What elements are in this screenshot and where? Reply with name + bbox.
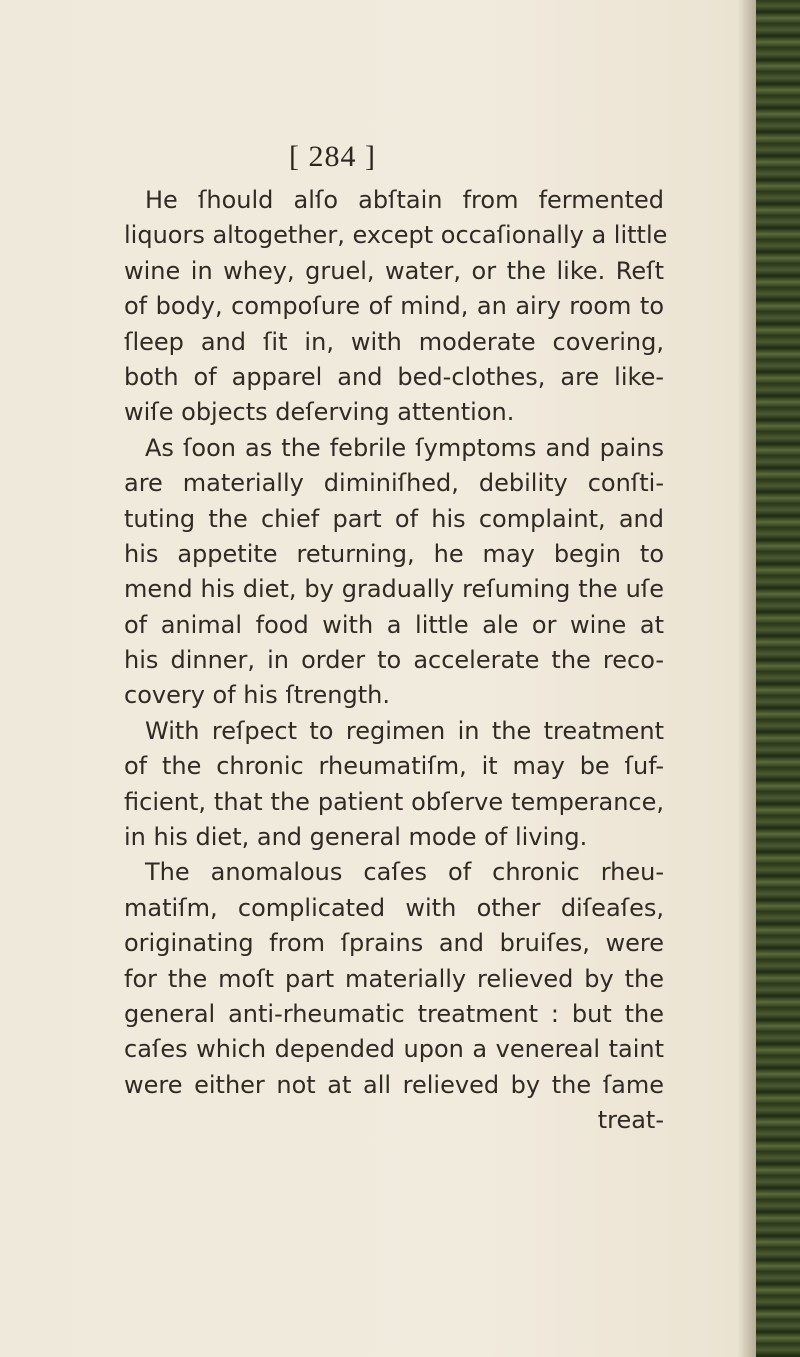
text-line: covery of his ſtrength. — [124, 681, 390, 710]
text-line: treat- — [597, 1106, 664, 1135]
text-line: caſes which depended upon a venereal taint — [124, 1035, 664, 1064]
text-line: his dinner, in order to accelerate the reco- — [124, 646, 664, 675]
text-line: originating from ſprains and bruiſes, were — [124, 929, 664, 958]
text-line: of body, compoſure of mind, an airy room to — [124, 292, 664, 321]
text-line: wine in whey, gruel, water, or the like. Reſt — [124, 256, 664, 285]
text-line: both of apparel and bed-clothes, are like- — [124, 362, 664, 391]
text-line: general anti-rheumatic treatment : but the — [124, 999, 664, 1028]
book-binding-edge — [756, 0, 800, 1357]
text-line: his appetite returning, he may begin to — [124, 539, 664, 568]
text-line: ſleep and ſit in, with moderate covering, — [124, 327, 664, 356]
text-line: of the chronic rheumatiſm, it may be ſuf- — [124, 752, 664, 781]
text-line: matiſm, complicated with other diſeaſes, — [124, 893, 664, 922]
text-line: mend his diet, by gradually reſuming the uſe — [124, 575, 664, 604]
text-line: are materially diminiſhed, debility conſti- — [124, 469, 664, 498]
text-line: tuting the chief part of his complaint, and — [124, 504, 664, 533]
text-line: for the moſt part materially relieved by the — [124, 964, 664, 993]
text-line: ficient, that the patient obſerve temperance, — [124, 787, 664, 816]
body-text — [124, 183, 668, 1139]
text-line: He ſhould alſo abſtain from fermented — [145, 186, 664, 214]
text-line: in his diet, and general mode of living. — [124, 823, 588, 852]
text-line: With reſpect to regimen in the treatment — [145, 716, 664, 745]
page-number-header: [ 284 ] — [289, 140, 376, 173]
text-line: of animal food with a little ale or wine at — [124, 610, 664, 639]
page-gutter-shadow — [738, 0, 756, 1357]
text-line: liquors altogether, except occaſionally a little — [124, 221, 668, 250]
text-line: were either not at all relieved by the ſame — [124, 1070, 664, 1099]
text-line: wiſe objects deſerving attention. — [124, 398, 515, 427]
text-line: As ſoon as the febrile ſymptoms and pains — [145, 433, 664, 462]
text-line: The anomalous caſes of chronic rheu- — [145, 858, 664, 887]
